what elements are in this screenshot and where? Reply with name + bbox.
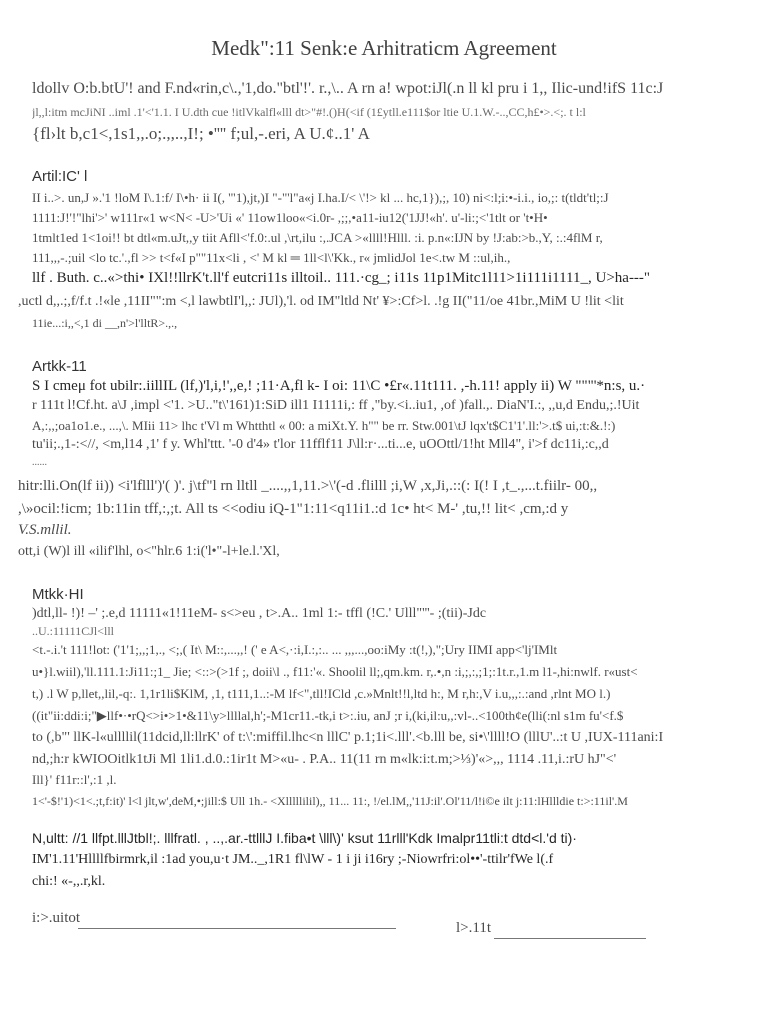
section-line: S I cmeμ fot ubilr:.iillIL (lf,)'l,i,!',,e,! ;11·A,fl k- I oi: 11\C •£r«.11t111. ,-h.11! apply ii) W """'*n:s, u.· (32, 378, 646, 394)
document-title: Medk":11 Senk:e Arhitraticm Agreement (211, 36, 557, 60)
section-line: )dtl,ll- !)! –' ;.e,d 11111«1!11eM- s<>eu , t>.A.. 1ml 1:- tffl (!C.' Ulll"'''- ;(tii)-Jdc (32, 606, 487, 621)
signature-right-label: l>.11t (456, 920, 491, 936)
section-line: II i..>. un,J ».'1 !loM I\.1:f/ I\•h· ii I(, '"1),jt,)I "-"'l"a«j I.ha.I/< \'!> kl ... hc,1}),;, 10) ni<:l;i:•-i.i., io,;: t(tldt'tl;:J (32, 190, 609, 205)
section-line: ott,i (W)l ill «ilif'lhl, o<"hlr.6 1:i('l•"-l+le.l.'Xl, (18, 544, 280, 559)
section-line: ..U.:11111CJl<lll (32, 624, 114, 638)
signature-right-rule (494, 938, 646, 939)
section-line: ,\»ocil:!icm; 1b:11in tff,:,;t. All ts <<odiu iQ-1"1:11<q11i1.:d 1c• ht< M-' ,tu,!! lit< ,cm,:d y (18, 501, 569, 517)
section-line: 111,,,-.;uil <lo tc.'.,fl >> t<f«I p""11x<li , <' M kl ═ 1ll<l\'Kk., r« jmlidJol 1e<.tw M ::ul,ih., (32, 250, 511, 265)
closing-line: chi:! «-,,.r,kl. (32, 874, 106, 889)
section-heading: Mtkk·HI (32, 586, 84, 603)
section-line: r 111t l!Cf.ht. a\J ,impl <'1. >U.."t\'161)1:SiD ill1 I1111i,: ff ,"by.<i..iu1, ,of )fall.,. DiaN'I.:, ,,u,d Endu,;.!Uit (32, 398, 640, 413)
section-line: to (,b"' llK-l«ullllil(11dcid,ll:llrK' of t:\':miffil.lhc<n lllC' p.1;1i<.lll'.<b.lll be, si•\'llll!O (lllU'..:t U ,IUX-111ani:I (32, 730, 664, 745)
section-line: u•}l.wiil),'ll.111.1:Ji11:;1_ Jie; <::>(>1f ;, doii\l ., f11:'«. Shoolil ll;,qm.km. r,.•,n :i,;,:,;1;:1t.r.,1.m l1-,hi:nwlf. r«ust< (32, 664, 638, 679)
section-line: 1111:J!'!"lhi'>' w111r«1 w<N< -U>'Ui «' 11ow1loo«<i.0r- ,;;,•a11-iu12('1JJ!«h'. u'-li:;<'1tlt or 't•H• (32, 210, 548, 225)
intro-line: ldollv O:b.btU'! and F.nd«rin,c\.,'1,do."btl'!'. r.,\.. A rn a! wpot:iJl(.n ll kl pru i 1,, Ilic-und!ifS 11c:J (32, 80, 664, 97)
section-heading: Artil:IC' l (32, 168, 88, 185)
section-line: hitr:lli.On(lf ii)) <i'lflll')'( )'. j\tf"l rn lltll _....,,1,11.>\'(-d .flilll ;i,W ,x,Ji,.::(: I(! I ,t_.,...t.fiilr- 00,, (18, 478, 598, 494)
section-line: llf . Buth. c..«>thi• IXl!!llrK't.ll'f eutcri11s illtoil.. 111.·cg_; i11s 11p1Mitc1l11>1i111i1111_, U>ha---" (32, 270, 651, 286)
closing-line: N,ultt: //1 llfpt.lllJtbl!;. lllfratl. , ..,.ar.-ttlllJ I.fiba•t \lll\)' ksut 11rlll'Kdk Imalpr11tli:t dtd<l.'d ti)· (32, 830, 577, 846)
section-line: ((it"ii:ddi:i;"▶llf•·•rQ<>i•>1•&11\y>llllal,h';-M1cr11.-tk,i t>:.iu, anJ ;r i,(ki,il:u,,:vl-..<100th¢e(lli(:nl s1m fu'<f.$ (32, 708, 624, 723)
section-line: 1<'-$!'1)<1<.;t,f:it)' l<l jlt,w',deM,•;jill:$ Ull 1h.- <Xlllllilil),, 11... 11:, !/el.lM,,'11J:il'.Ol'11/l!i©e ilt j:11:lHllldie t:>:11il'.M (32, 794, 628, 808)
section-line: Ill}' f11r::l',:1 ,l. (32, 772, 117, 787)
section-line: ,uctl d,,.;,f/f.t .!«le ,11II"":m <,l lawbtlI'l,,: JUl),'l. od IM"ltld Nt' ¥>:Cf>l. .!g II("11/oe 41br.,MiM U !lit <lit (18, 294, 624, 309)
intro-line: jl,,l:itm mcJiNI ..iml .1'<'1.1. I U.dth cue !itlVkalfl«lll dt>"#!.()H(<if (1£ytll.e111$or ltie U.1.W.-..,CC,h£•>.<;. t l:l (32, 105, 586, 119)
section-line: tu'ii;.,1-:<//, <m,l14 ,1' f y. Whl'ttt. '-0 d'4» t'lor 11fflf11 J\ll:r·...ti...e, uOOttl/1!ht Mll4", i'>f dc11i,:c,,d (32, 437, 609, 452)
section-line: 11ie...:i,,<,1 di __,n'>l'lltR>.,., (32, 316, 178, 330)
section-heading: Artkk-11 (32, 358, 87, 375)
intro-line: {fl›lt b,c1<,1s1,,.o;.,,..,I!; •'''' f;ul,-.eri, A U.¢..1' A (32, 124, 370, 143)
section-line: 1tmlt1ed 1<1oi!! bt dtl«m.uJt,,y tiit Afll<'f.0:.ul ,\rt,ilu :,.JCA >«llll!Hlll. :i. p.n«:IJN by !J:ab:>b.,Y, :.:4flM r, (32, 230, 603, 245)
section-line: t,) .l W p,llet,,lil,-q:. 1,1r1li$KlM, ,1, t111,1..:-M lf<",tll!ICld ,c.»Mnlt!!l,ltd h:, M r,h:,V i.u,,,:.:and ,rlnt MO l.) (32, 686, 611, 701)
section-line: <t.-.i.'t 111!lot: ('1'1;,,;1,., <;,( It\ M::,...,,! (' e A<,·:i,I.:,:.. ... ,,,...,oo:iMy :t(!,),";Ury IIMI app<'lj'IMlt (32, 642, 558, 657)
section-line: A,:,,;oa1o1.e., ...,\. MIii 11> lhc t'Vl m Whtthtl « 00: a miXt.Y. h"" be rr. Stw.001\tJ lqx't$C1'1'.ll:'>.t$ ui,:t:&.!:) (32, 418, 616, 433)
closing-line: IM'1.11'Hllllfbirmrk,il :1ad you,u·t JM.._,1R1 fl\lW - 1 i ji i16ry ;-Niowrfri:ol••'-ttilr'fWe l(.f (32, 852, 554, 867)
signature-left-label: i:>.uitot (32, 910, 81, 926)
section-line: V.S.mllil. (18, 522, 72, 538)
section-line: nd,;h:r kWIOOitlk1tJi Ml 1li1.d.0.:1ir1t M>«u- . P.A.. 11(11 rn m«lk:i:t.m;>⅓)'«>,,, 1114 .11,i.:rU hJ"<' (32, 752, 617, 767)
section-line: ...... (32, 457, 47, 468)
signature-left-rule (78, 928, 396, 929)
